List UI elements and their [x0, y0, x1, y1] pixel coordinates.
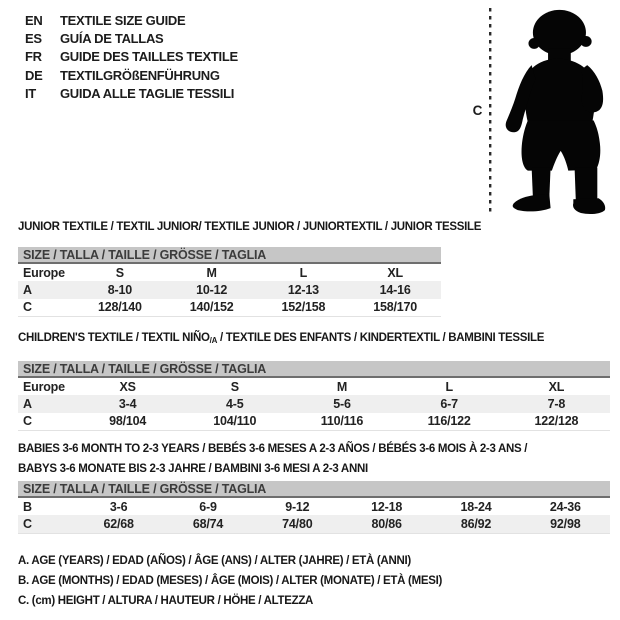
table-cell: 104/110 — [213, 414, 257, 429]
section-babies-textile — [18, 440, 610, 534]
table-cell: 152/158 — [281, 300, 326, 315]
table-cell: XL — [387, 265, 403, 280]
section-title — [18, 331, 610, 348]
size-header-bar — [18, 361, 610, 378]
table-cell: 6-9 — [199, 499, 217, 514]
table-cell: 3-6 — [109, 499, 128, 514]
section-children-textile — [18, 331, 610, 431]
list-item — [25, 66, 238, 84]
table-cell: M — [206, 265, 217, 280]
table-cell: 80/86 — [371, 516, 402, 531]
table-cell: 62/68 — [103, 516, 134, 531]
table-cell: 128/140 — [97, 300, 142, 315]
list-item — [25, 11, 238, 29]
section-junior-textile — [18, 220, 482, 317]
language-title-list — [25, 11, 238, 103]
table-cell: 6-7 — [440, 396, 458, 411]
lang-code: ES — [25, 31, 42, 47]
table-cell: 158/170 — [373, 300, 418, 315]
footnote-legend — [18, 551, 442, 611]
table-row — [18, 498, 610, 515]
children-size-table — [18, 378, 610, 431]
row-label: C — [23, 300, 32, 315]
lang-code: EN — [25, 12, 43, 28]
table-cell: 86/92 — [460, 516, 492, 531]
junior-size-table — [18, 264, 441, 317]
table-row — [18, 395, 610, 412]
table-cell: 10-12 — [196, 282, 228, 297]
table-cell: M — [336, 379, 348, 394]
footnote-c: C. (cm) HEIGHT / ALTURA / HAUTEUR / HÖHE / ALTEZZA — [18, 595, 314, 607]
lang-title: TEXTILE SIZE GUIDE — [60, 12, 186, 28]
table-row — [18, 264, 441, 281]
size-header-label: SIZE / TALLA / TAILLE / GRÖSSE / TAGLIA — [23, 361, 267, 376]
list-item — [25, 29, 238, 47]
lang-title: GUIDA ALLE TAGLIE TESSILI — [60, 86, 235, 102]
row-label: C — [23, 516, 32, 531]
table-cell: 4-5 — [226, 396, 244, 411]
table-cell: 3-4 — [118, 396, 137, 411]
table-cell: 24-36 — [549, 499, 581, 514]
size-header-label: SIZE / TALLA / TAILLE / GRÖSSE / TAGLIA — [23, 247, 267, 262]
table-cell: 68/74 — [192, 516, 224, 531]
height-measure-dashed-line — [488, 6, 493, 214]
title-part: / TEXTILE DES ENFANTS / KINDERTEXTIL / BAMBINI TESSILE — [217, 332, 545, 344]
table-cell: 7-8 — [547, 396, 566, 411]
lang-code: FR — [25, 49, 42, 65]
lang-code: IT — [25, 86, 36, 102]
table-cell: 98/104 — [109, 414, 147, 429]
table-cell: 14-16 — [379, 282, 411, 297]
list-item — [25, 48, 238, 66]
table-cell: 5-6 — [333, 396, 351, 411]
babies-size-table — [18, 498, 610, 534]
table-cell: 18-24 — [460, 499, 492, 514]
size-header-label: SIZE / TALLA / TAILLE / GRÖSSE / TAGLIA — [23, 481, 267, 496]
table-cell: 8-10 — [107, 282, 132, 297]
row-label: B — [23, 499, 32, 514]
measurement-figure — [468, 0, 620, 218]
table-cell: 92/98 — [550, 516, 581, 531]
list-item — [25, 85, 238, 103]
lang-code: DE — [25, 67, 43, 83]
title-line-2: BABYS 3-6 MONATE BIS 2-3 JAHRE / BAMBINI 3-6 MESI A 2-3 ANNI — [18, 462, 368, 475]
row-label: A — [23, 396, 32, 411]
table-cell: 122/128 — [534, 414, 579, 429]
row-label: A — [23, 282, 32, 297]
table-cell: 74/80 — [282, 516, 313, 531]
toddler-silhouette-icon — [495, 3, 615, 215]
title-subscript: /A — [209, 336, 218, 345]
table-cell: S — [115, 265, 124, 280]
table-cell: 116/122 — [427, 414, 471, 429]
table-cell: 12-13 — [287, 282, 319, 297]
lang-title: GUIDE DES TAILLES TEXTILE — [60, 49, 238, 65]
table-cell: 110/116 — [320, 414, 364, 429]
table-row — [18, 413, 610, 431]
footnote-a: A. AGE (YEARS) / EDAD (AÑOS) / ÂGE (ANS) / ALTER (JAHRE) / ETÀ (ANNI) — [18, 555, 411, 567]
lang-title: TEXTILGRÖßENFÜHRUNG — [60, 67, 220, 83]
size-header-bar — [18, 247, 441, 264]
table-cell: 140/152 — [189, 300, 234, 315]
size-header-bar — [18, 481, 610, 498]
measure-label-c: C — [472, 103, 483, 118]
table-cell: L — [299, 265, 308, 280]
table-cell: 12-18 — [371, 499, 403, 514]
footnote-b: B. AGE (MONTHS) / EDAD (MESES) / ÂGE (MOIS) / ALTER (MONATE) / ETÀ (MESI) — [18, 575, 443, 587]
table-cell: XL — [548, 379, 565, 394]
table-row — [18, 281, 441, 298]
table-cell: 9-12 — [285, 499, 310, 514]
table-row — [18, 378, 610, 395]
section-title: JUNIOR TEXTILE / TEXTIL JUNIOR/ TEXTILE JUNIOR / JUNIORTEXTIL / JUNIOR TESSILE — [18, 221, 482, 233]
row-label: C — [23, 414, 32, 429]
row-label: Europe — [23, 265, 65, 280]
table-row — [18, 299, 441, 317]
row-label: Europe — [23, 379, 65, 394]
table-cell: S — [230, 379, 239, 394]
section-title — [18, 440, 610, 479]
title-part: CHILDREN'S TEXTILE / TEXTIL NIÑO — [18, 332, 210, 344]
table-row — [18, 515, 610, 533]
title-line-1: BABIES 3-6 MONTH TO 2-3 YEARS / BEBÉS 3-6 MESES A 2-3 AÑOS / BÉBÉS 3-6 MOIS À 2-3 ANS / — [18, 443, 528, 455]
lang-title: GUÍA DE TALLAS — [60, 31, 164, 47]
table-cell: XS — [119, 379, 136, 394]
table-cell: L — [445, 379, 453, 394]
